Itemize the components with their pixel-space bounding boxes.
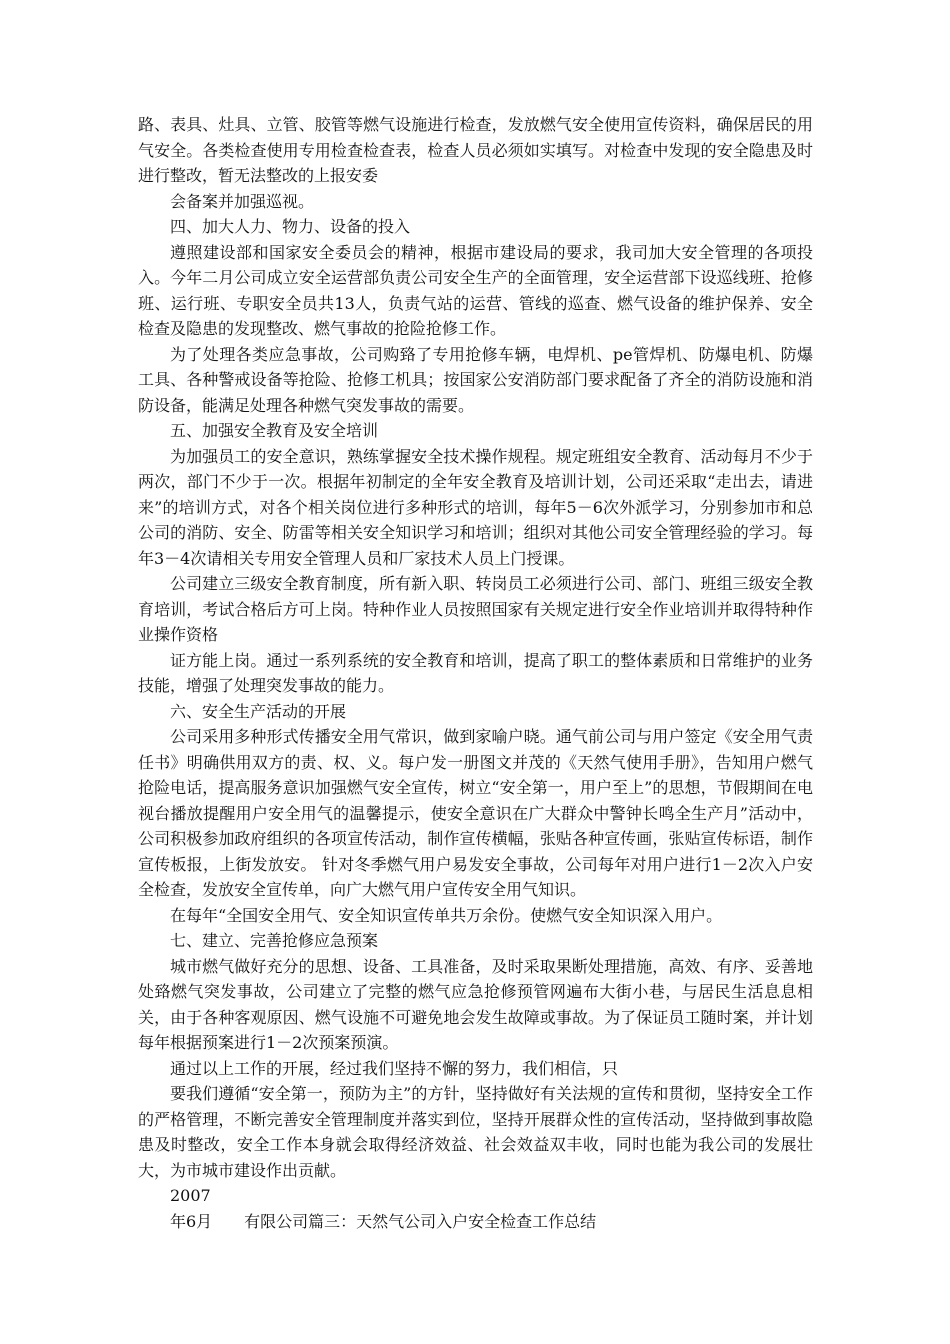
paragraph-leaflets: 在每年“全国安全用气、安全知识宣传单共万余份。使燃气安全知识深入用户。 [170, 905, 723, 925]
paragraph-three-level-education: 公司建立三级安全教育制度，所有新入职、转岗员工必须进行公司、部门、班组三级安全教育培训，考试合格后方可上岗。特种作业人员按照国家有关规定进行安全作业培训并取得特种作业操作资格 [138, 574, 813, 644]
section-heading-6: 六、安全生产活动的开展 [170, 701, 347, 721]
paragraph-conclusion: 要我们遵循“安全第一，预防为主”的方针，坚持做好有关法规的宣传和贯彻，坚持安全工作的严格管理，不断完善安全管理制度并落实到位，坚持开展群众性的宣传活动，坚持做到事故隐患及时整改，安全工作本身就会取得经济效益、社会效益双丰收，同时也能为我公司的发展壮大，为市城市建设作出贡献。 [138, 1084, 813, 1180]
paragraph-investment: 遵照建设部和国家安全委员会的精神，根据市建设局的要求，我司加大安全管理的各项投入。今年二月公司成立安全运营部负责公司安全生产的全面管理，安全运营部下设巡线班、抢修班、运行班、专职安全员共13人，负责气站的运营、管线的巡查、燃气设备的维护保养、安全检查及隐患的发现整改、燃气事故的抢险抢修工作。 [138, 242, 813, 338]
paragraph-emergency-plan: 城市燃气做好充分的思想、设备、工具准备，及时采取果断处理措施，高效、有序、妥善地处臵燃气突发事故，公司建立了完整的燃气应急抢修预管网遍布大街小巷，与居民生活息息相关，由于各种客观原因、燃气设施不可避免地会发生故障或事故。为了保证员工随时案，并计划每年根据预案进行1－2次预案预演。 [138, 956, 813, 1052]
signature-year: 2007 [170, 1186, 211, 1205]
paragraph-conclusion-intro: 通过以上工作的开展，经过我们坚持不懈的努力，我们相信，只 [170, 1058, 619, 1078]
paragraph-safety-activities: 公司采用多种形式传播安全用气常识，做到家喻户晓。通气前公司与用户签定《安全用气责任书》明确供用双方的责、权、义。每户发一册图文并茂的《天然气使用手册》，告知用户燃气抢险电话，提高服务意识加强燃气安全宣传，树立“安全第一，用户至上”的思想，节假期间在电视台播放提醒用户安全用气的温馨提示，使安全意识在广大群众中警钟长鸣全生产月”活动中，公司积极参加政府组织的各项宣传活动，制作宣传横幅，张贴各种宣传画，张贴宣传标语，制作宣传板报，上街发放安。 针对冬季燃气用户易发安全事故，公司每年对用户进行1－2次入户安全检查，发放安全宣传单，向广大燃气用户宣传安全用气知识。 [138, 727, 813, 899]
paragraph-inspection-continued: 路、表具、灶具、立管、胶管等燃气设施进行检查，发放燃气安全使用宣传资料，确保居民的用气安全。各类检查使用专用检查检查表，检查人员必须如实填写。对检查中发现的安全隐患及时进行整改，暂无法整改的上报安委 [138, 115, 813, 185]
section-heading-5: 五、加强安全教育及安全培训 [170, 421, 379, 440]
section-heading-4: 四、加大人力、物力、设备的投入 [170, 217, 411, 236]
signature-date-and-next-title: 年6月 有限公司篇三：天然气公司入户安全检查工作总结 [170, 1211, 597, 1231]
paragraph-training: 为加强员工的安全意识，熟练掌握安全技术操作规程。规定班组安全教育、活动每月不少于两次，部门不少于一次。根据年初制定的全年安全教育及培训计划，公司还采取“走出去，请进来”的培训方式，对各个相关岗位进行多种形式的培训，每年5－6次外派学习，分别参加市和总公司的消防、安全、防雷等相关安全知识学习和培训；组织对其他公司安全管理经验的学习。每年3－4次请相关专用安全管理人员和厂家技术人员上门授课。 [138, 446, 813, 568]
paragraph-filing-patrol: 会备案并加强巡视。 [170, 191, 315, 211]
document-page [138, 112, 813, 1234]
paragraph-emergency-equipment: 为了处理各类应急事故，公司购臵了专用抢修车辆，电焊机、pe管焊机、防爆电机、防爆工具、各种警戒设备等抢险、抢修工机具；按国家公安消防部门要求配备了齐全的消防设施和消防设备，能满足处理各种燃气突发事故的需要。 [138, 344, 813, 415]
paragraph-certification: 证方能上岗。通过一系列系统的安全教育和培训，提高了职工的整体素质和日常维护的业务技能，增强了处理突发事故的能力。 [138, 650, 813, 695]
section-heading-7: 七、建立、完善抢修应急预案 [170, 931, 379, 950]
